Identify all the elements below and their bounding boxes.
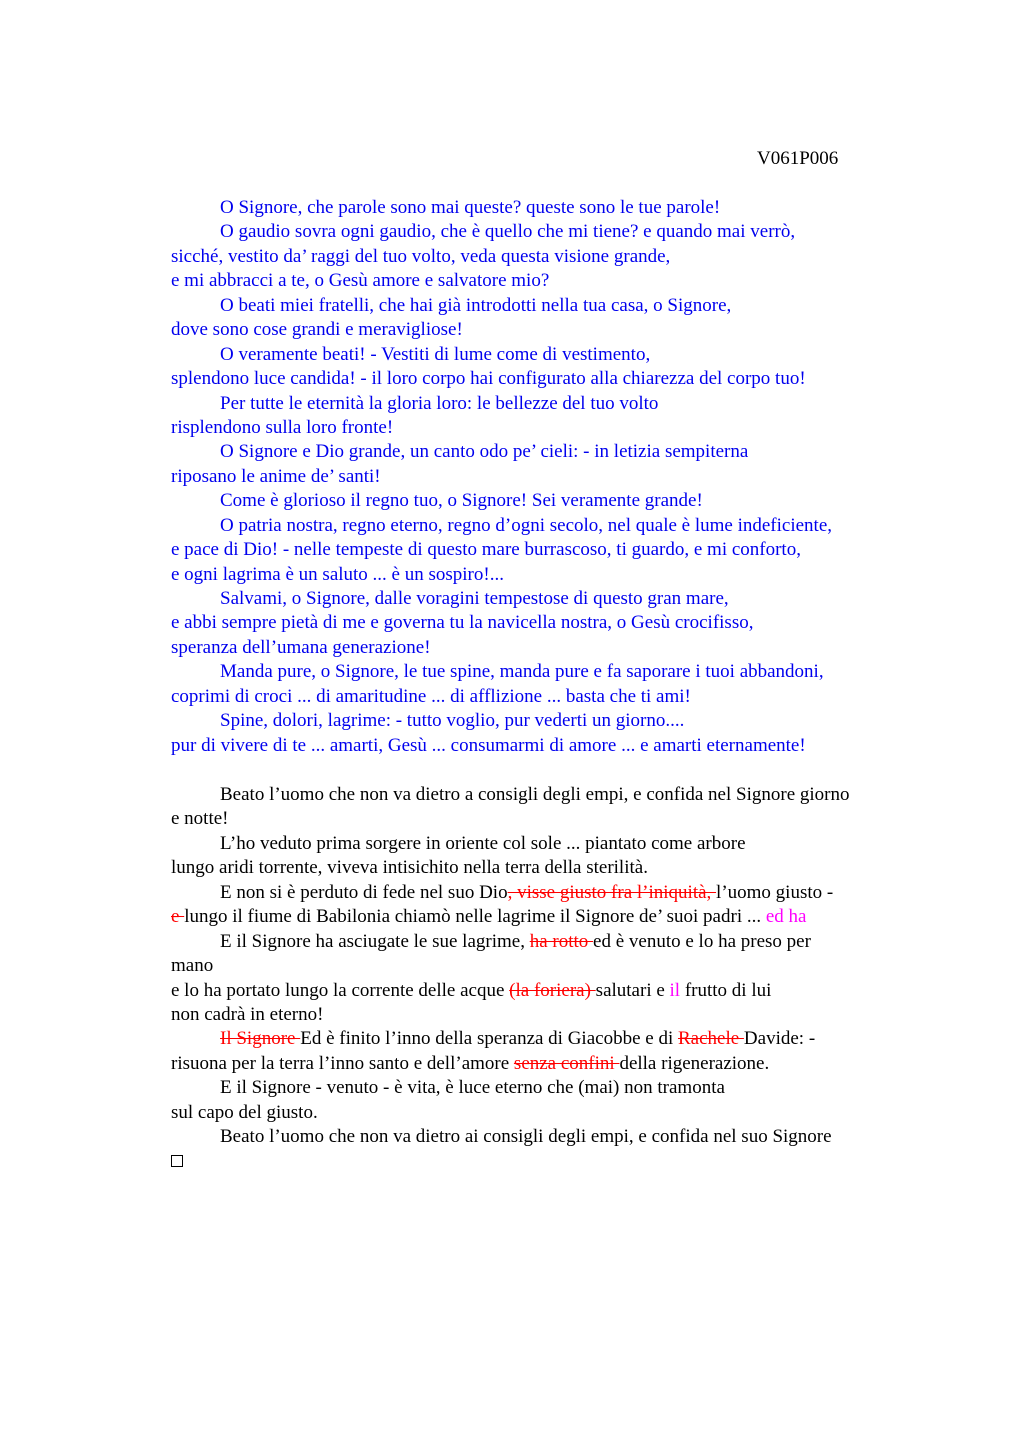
- text-line: e ogni lagrima è un saluto ... è un sospiro!...: [171, 563, 504, 585]
- text-line: Per tutte le eternità la gloria loro: le bellezze del tuo volto: [220, 392, 659, 414]
- text-segment: lungo il fiume di Babilonia chiamò nelle lagrime il Signore de’ suoi padri ...: [184, 906, 766, 928]
- deleted-text: Il Signore: [220, 1028, 301, 1050]
- text-line: non cadrà in eterno!: [171, 1003, 324, 1025]
- text-segment: risuona per la terra l’inno santo e dell’amore: [171, 1052, 514, 1074]
- black-passage: [171, 783, 931, 1174]
- deleted-text: (la foriera): [509, 979, 596, 1001]
- text-line: e mi abbracci a te, o Gesù amore e salvatore mio?: [171, 270, 550, 292]
- text-line: riposano le anime de’ santi!: [171, 465, 381, 487]
- inserted-text: il: [669, 979, 681, 1001]
- text-line: e notte!: [171, 808, 229, 830]
- text-segment: frutto di lui: [680, 979, 772, 1001]
- text-line: [171, 979, 931, 1003]
- text-line: mano: [171, 955, 214, 977]
- text-segment: salutari e: [595, 979, 670, 1001]
- text-line: L’ho veduto prima sorgere in oriente col sole ... piantato come arbore: [220, 832, 746, 854]
- text-line: O patria nostra, regno eterno, regno d’ogni secolo, nel quale è lume indeficiente,: [220, 514, 832, 536]
- text-line: O veramente beati! - Vestiti di lume come di vestimento,: [220, 343, 651, 365]
- text-line: dove sono cose grandi e meravigliose!: [171, 319, 463, 341]
- deleted-text: e: [171, 906, 185, 928]
- text-segment: ed è venuto e lo ha preso per: [593, 930, 811, 952]
- text-line: [171, 905, 931, 929]
- square-icon: [171, 1155, 183, 1167]
- text-line: e abbi sempre pietà di me e governa tu la navicella nostra, o Gesù crocifisso,: [171, 612, 754, 634]
- text-line: O Signore, che parole sono mai queste? queste sono le tue parole!: [220, 197, 721, 218]
- text-line: [171, 881, 931, 905]
- text-line: E il Signore - venuto - è vita, è luce eterno che (mai) non tramonta: [220, 1077, 725, 1099]
- text-segment: della rigenerazione.: [619, 1052, 770, 1074]
- text-line: coprimi di croci ... di amaritudine ... di afflizione ... basta che ti ami!: [171, 685, 691, 707]
- text-segment: e lo ha portato lungo la corrente delle acque: [171, 979, 510, 1001]
- text-line: Beato l’uomo che non va dietro a consigli degli empi, e confida nel Signore giorno: [220, 784, 850, 805]
- blue-passage: [171, 196, 931, 758]
- deleted-text: , visse giusto fra l’iniquità,: [507, 881, 717, 903]
- deleted-text: ha rotto: [529, 930, 594, 952]
- text-line: Come è glorioso il regno tuo, o Signore! Sei veramente grande!: [220, 490, 703, 512]
- text-line: pur di vivere di te ... amarti, Gesù ... consumarmi di amore ... e amarti eternamente!: [171, 734, 806, 756]
- page-id: V061P006: [757, 148, 839, 169]
- text-line: [171, 1150, 931, 1174]
- text-line: [171, 1027, 931, 1051]
- text-line: risplendono sulla loro fronte!: [171, 416, 394, 438]
- text-segment: Ed è finito l’inno della speranza di Giacobbe e di: [300, 1028, 678, 1050]
- deleted-text: Rachele: [677, 1028, 744, 1050]
- text-segment: Davide: -: [743, 1028, 816, 1050]
- text-line: sicché, vestito da’ raggi del tuo volto, veda questa visione grande,: [171, 245, 671, 267]
- text-line: splendono luce candida! - il loro corpo hai configurato alla chiarezza del corpo tuo!: [171, 368, 806, 390]
- text-line: lungo aridi torrente, viveva intisichito nella terra della sterilità.: [171, 857, 648, 879]
- deleted-text: senza confini: [513, 1052, 620, 1074]
- text-line: Beato l’uomo che non va dietro ai consigli degli empi, e confida nel suo Signore: [220, 1126, 832, 1148]
- text-line: O beati miei fratelli, che hai già introdotti nella tua casa, o Signore,: [220, 294, 732, 316]
- text-segment: E il Signore ha asciugate le sue lagrime,: [220, 930, 530, 952]
- text-line: speranza dell’umana generazione!: [171, 636, 431, 658]
- text-line: e pace di Dio! - nelle tempeste di questo mare burrascoso, ti guardo, e mi conforto,: [171, 539, 801, 561]
- text-line: [171, 930, 931, 954]
- text-line: Salvami, o Signore, dalle voragini tempestose di questo gran mare,: [220, 588, 729, 609]
- text-line: O gaudio sovra ogni gaudio, che è quello che mi tiene? e quando mai verrò,: [220, 221, 796, 243]
- text-line: Manda pure, o Signore, le tue spine, manda pure e fa saporare i tuoi abbandoni,: [220, 661, 824, 683]
- text-segment: E non si è perduto di fede nel suo Dio: [220, 881, 508, 903]
- inserted-text: ed ha: [765, 906, 807, 928]
- text-line: sul capo del giusto.: [171, 1101, 318, 1123]
- text-line: O Signore e Dio grande, un canto odo pe’ cieli: - in letizia sempiterna: [220, 441, 749, 463]
- text-line: [171, 1052, 931, 1076]
- text-segment: l’uomo giusto -: [716, 881, 834, 903]
- text-line: Spine, dolori, lagrime: - tutto voglio, pur vederti un giorno....: [220, 710, 685, 732]
